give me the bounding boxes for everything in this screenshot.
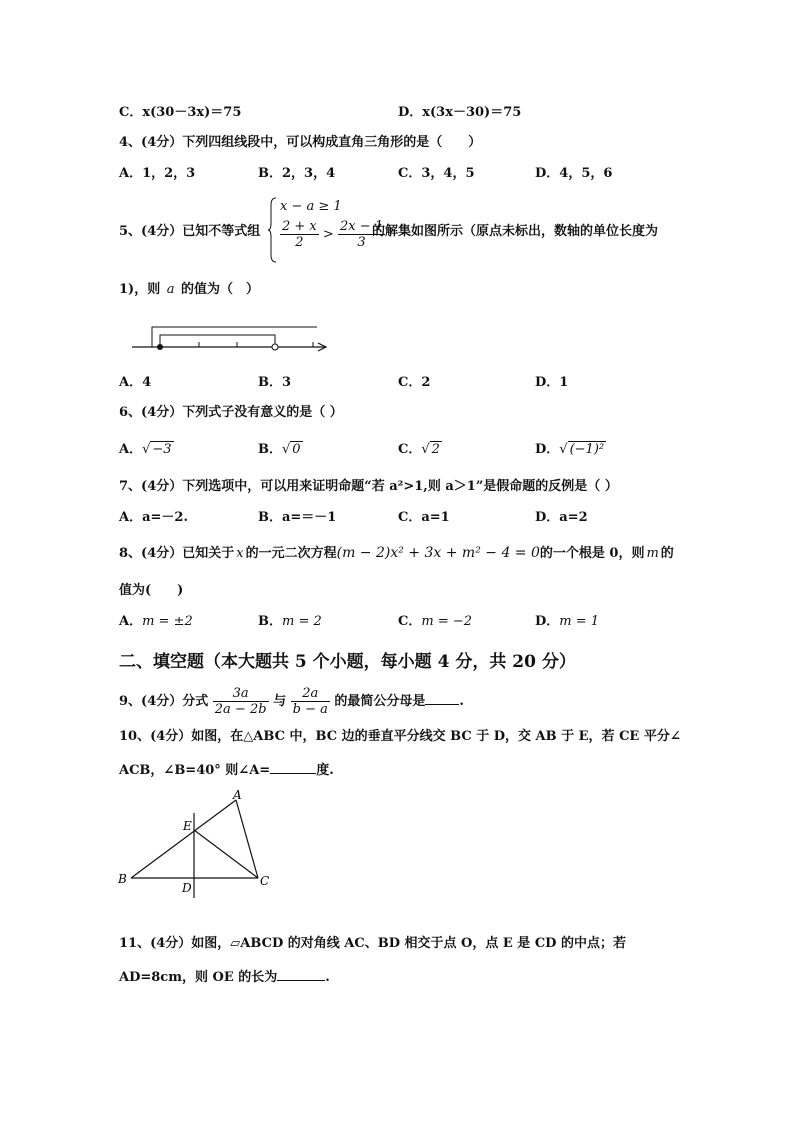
q11-line2-pre: AD=8cm，则 OE 的长为 — [119, 970, 278, 985]
q8-equation: (m − 2)x² + 3x + m² − 4 = 0 — [336, 545, 540, 561]
label-b: B — [118, 872, 127, 886]
q5-inequality-1: x − a ≥ 1 — [280, 199, 342, 214]
q8-option-b-label: B． — [258, 614, 282, 629]
q11-line2-post: . — [325, 970, 330, 985]
q10-line1: 10、(4分）如图，在△ABC 中，BC 边的垂直平分线交 BC 于 D，交 AB 于 E，若 CE 平分∠ — [119, 729, 681, 744]
q6-option-d-radicand: (−1)² — [569, 442, 605, 457]
q9-fraction1-num: 3a — [213, 686, 269, 702]
q9-fraction2-den: b − a — [292, 702, 328, 717]
q6-option-d-label: D． — [535, 442, 560, 457]
q5-option-a: A．4 — [119, 375, 152, 390]
q8-var-x: x — [236, 546, 244, 561]
q8-option-d-label: D． — [535, 614, 560, 629]
q5-option-c: C．2 — [398, 375, 431, 390]
q9-mid: 与 — [273, 694, 287, 709]
q4-option-b: B．2，3，4 — [258, 166, 336, 181]
q9-post: 的最简公分母是 — [334, 694, 426, 709]
q4-option-a: A．1，2，3 — [119, 166, 196, 181]
q6-option-d: D．√ (−1)² — [535, 442, 605, 457]
q4-option-c: C．3，4，5 — [398, 166, 475, 181]
q6-option-b: B．√ 0 — [258, 442, 301, 457]
q11-answer-blank[interactable] — [277, 968, 325, 981]
q6-option-c-radicand: 2 — [431, 442, 440, 457]
q5-rhs-num: 2x − 1 — [339, 219, 383, 234]
q5-relation: > — [322, 227, 334, 242]
q7-stem: 7、(4分）下列选项中，可以用来证明命题“若 a²>1,则 a＞1”是假命题的反例是（ ） — [119, 479, 618, 494]
q10-line2-post: 度. — [316, 763, 334, 778]
q8-option-c-label: C． — [398, 614, 422, 629]
q6-option-c-label: C． — [398, 442, 422, 457]
q4-stem: 4、(4分）下列四组线段中，可以构成直角三角形的是（ ） — [119, 135, 482, 150]
q5-number-line — [130, 320, 330, 360]
q8-option-b — [258, 614, 322, 630]
q5-lhs-num: 2 + x — [282, 219, 317, 234]
q6-option-c: C．√ 2 — [398, 442, 440, 457]
q5-option-d: D．1 — [535, 375, 569, 390]
q6-option-b-label: B． — [258, 442, 282, 457]
q8-post: 的一个根是 0，则 — [539, 546, 645, 561]
q10-line2-pre: ACB，∠B=40° 则∠A= — [119, 763, 271, 778]
q7-option-c: C．a=1 — [398, 510, 450, 525]
q6-option-b-radicand: 0 — [292, 442, 301, 457]
q8-option-a-value: m = ±2 — [142, 614, 193, 629]
q8-option-d-value: m = 1 — [559, 614, 600, 629]
q6-option-a: A．√ −3 — [119, 442, 172, 457]
q5-prefix: 5、(4分）已知不等式组 — [119, 224, 261, 239]
q10-answer-blank[interactable] — [270, 761, 316, 774]
q8-post2: 的 — [660, 546, 674, 561]
q7-option-a: A．a=－2. — [119, 510, 188, 525]
brace-icon — [268, 197, 278, 263]
q7-option-b: B．a=＝－1 — [258, 510, 337, 525]
q5-line2-pre: 1)，则 — [119, 282, 161, 297]
q8-stem — [119, 545, 674, 562]
q5-inequality-2 — [280, 219, 385, 250]
q5-option-b: B．3 — [258, 375, 292, 390]
q5-suffix: 的解集如图所示（原点未标出，数轴的单位长度为 — [372, 224, 659, 239]
q9-fraction2-num: 2a — [291, 686, 330, 702]
label-e: E — [183, 819, 192, 833]
q5-rhs-den: 3 — [357, 235, 366, 250]
q5-lhs-den: 2 — [295, 235, 304, 250]
q3-option-d: D．x(3x－30)＝75 — [398, 105, 522, 120]
q8-option-c-value: m = −2 — [421, 614, 473, 629]
q9-answer-blank[interactable] — [425, 692, 459, 705]
q5-line2 — [119, 282, 259, 298]
q8-pre: 8、(4分）已知关于 — [119, 546, 235, 561]
q5-line2-post: 的值为（ ） — [181, 282, 260, 297]
q11-line2 — [119, 968, 330, 986]
q9-end: . — [459, 694, 464, 709]
label-d: D — [182, 881, 192, 895]
q8-mid: 的一元二次方程 — [245, 546, 337, 561]
q10-triangle-figure — [115, 790, 275, 910]
q8-var-m: m — [646, 546, 659, 561]
q8-option-a-label: A． — [119, 614, 143, 629]
section-title: 二、填空题（本大题共 5 个小题，每小题 4 分，共 20 分） — [119, 652, 576, 672]
q9-pre: 9、(4分）分式 — [119, 694, 209, 709]
q9-stem — [119, 685, 464, 719]
q8-line2: 值为( ) — [119, 583, 184, 598]
q6-stem: 6、(4分）下列式子没有意义的是（ ） — [119, 405, 343, 420]
q5-inequality-system — [268, 197, 383, 265]
q6-option-a-label: A． — [119, 442, 143, 457]
label-c: C — [260, 874, 270, 888]
q11-line1: 11、(4分）如图，▱ABCD 的对角线 AC、BD 相交于点 O，点 E 是 CD 的中点；若 — [119, 936, 626, 951]
q10-line2 — [119, 761, 334, 779]
q6-option-a-radicand: −3 — [152, 442, 172, 457]
q8-option-c — [398, 614, 472, 630]
q9-fraction1-den: 2a − 2b — [214, 702, 267, 717]
q7-option-d: D．a=2 — [535, 510, 588, 525]
q8-option-d — [535, 614, 599, 630]
q3-option-c: C．x(30－3x)＝75 — [119, 105, 242, 120]
q5-var-a: a — [166, 282, 175, 297]
q8-option-a — [119, 614, 193, 630]
q4-option-d: D．4，5，6 — [535, 166, 613, 181]
label-a: A — [233, 788, 242, 802]
q8-option-b-value: m = 2 — [282, 614, 322, 629]
